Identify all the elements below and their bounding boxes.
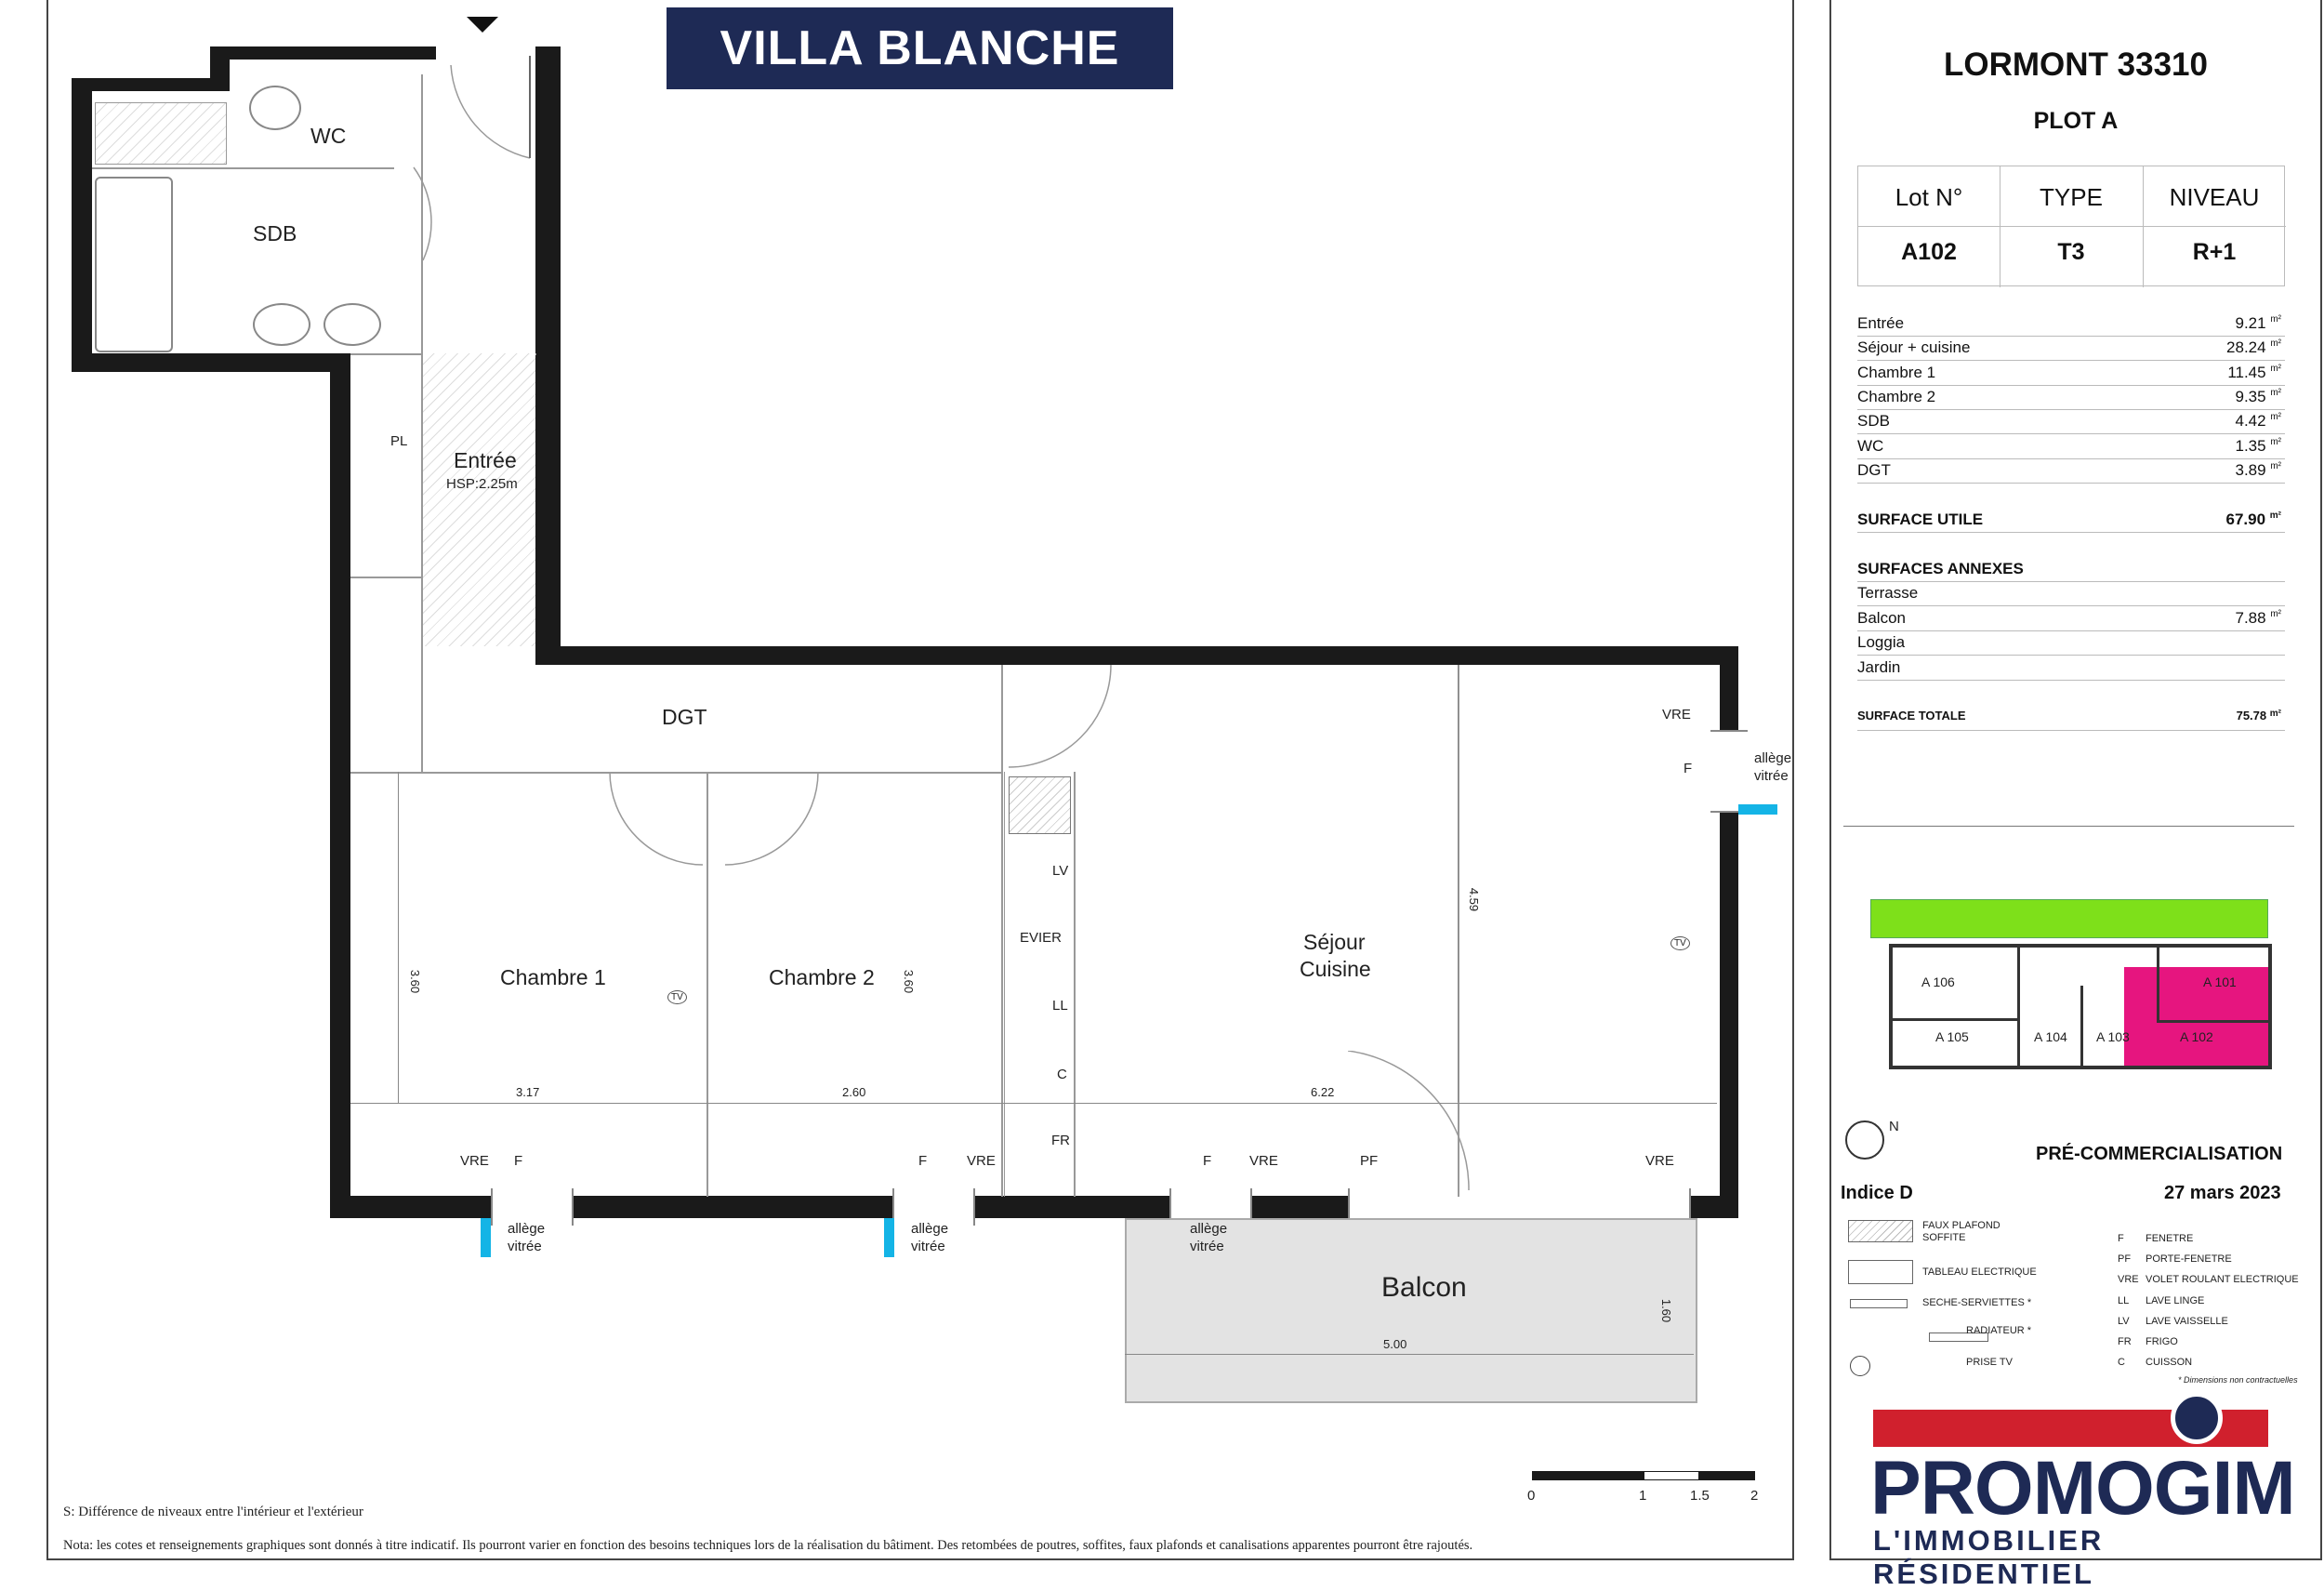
legend-name: PORTE-FENETRE	[2146, 1253, 2232, 1265]
toilet	[249, 86, 301, 130]
key-plan-label: A 101	[2203, 974, 2237, 989]
key-plan-wall	[2157, 1020, 2268, 1023]
surface-utile-row	[1857, 509, 2285, 533]
tv-socket-icon: TV	[1670, 936, 1690, 950]
wall	[535, 646, 1738, 665]
brand-dot-icon	[2171, 1392, 2223, 1444]
allege-line2: vitrée	[508, 1239, 542, 1254]
surface-row	[1857, 386, 2285, 410]
entry-arrow-icon	[467, 17, 498, 33]
project-title: VILLA BLANCHE	[667, 7, 1173, 89]
dimension-label: 5.00	[1383, 1337, 1407, 1351]
label-f: F	[1684, 761, 1693, 776]
label-f: F	[1203, 1153, 1212, 1169]
unit: m²	[2270, 609, 2281, 619]
key-plan-wall	[2080, 986, 2083, 1069]
key-plan-label: A 102	[2180, 1029, 2213, 1044]
wall	[72, 78, 230, 91]
equip-evier: EVIER	[1020, 930, 1063, 946]
unit: m²	[2269, 510, 2281, 521]
precom-label: PRÉ-COMMERCIALISATION	[2036, 1144, 2283, 1164]
dimension-label: 3.60	[902, 969, 917, 994]
equip-fr: FR	[1051, 1133, 1070, 1148]
legend-code: LL	[2118, 1295, 2130, 1306]
annexe-label: Loggia	[1857, 633, 1906, 651]
label-vre: VRE	[1662, 707, 1691, 723]
legend-code: PF	[2118, 1253, 2132, 1265]
north-arrow-icon	[1845, 1120, 1884, 1160]
plot-title: PLOT A	[2033, 108, 2119, 134]
legend-name: LAVE VAISSELLE	[2146, 1316, 2228, 1327]
surface-row	[1857, 312, 2285, 337]
room-label-chambre2: Chambre 2	[769, 965, 875, 989]
value-type: T3	[2057, 239, 2085, 265]
indice-label: Indice D	[1841, 1183, 1913, 1203]
legend-label: RADIATEUR *	[1966, 1325, 2032, 1336]
label-f: F	[918, 1153, 928, 1169]
surface-row	[1857, 410, 2285, 434]
room-label-dgt: DGT	[662, 705, 707, 729]
surface-value	[2236, 461, 2282, 480]
annexe-label: Terrasse	[1857, 584, 1919, 602]
annexe-row	[1857, 607, 2285, 631]
allege-line1: allège	[508, 1221, 546, 1237]
north-label: N	[1889, 1119, 1899, 1134]
scale-tick: 0	[1527, 1488, 1536, 1504]
surface-totale-label: SURFACE TOTALE	[1857, 709, 1966, 723]
surface-utile-value	[2225, 510, 2281, 529]
wall	[72, 353, 350, 372]
label-vre: VRE	[1249, 1153, 1278, 1169]
surface-label: DGT	[1857, 461, 1891, 479]
legend-label: SECHE-SERVIETTES *	[1922, 1297, 2032, 1308]
scale-segment	[1699, 1471, 1755, 1480]
legend-name: FRIGO	[2146, 1336, 2178, 1347]
date-label: 27 mars 2023	[2164, 1183, 2281, 1203]
wall	[330, 353, 350, 1218]
allege-label	[1190, 1220, 1227, 1255]
surface-totale-row	[1857, 707, 2285, 731]
dimension-label: 3.17	[516, 1085, 540, 1099]
header-type: TYPE	[2040, 183, 2103, 211]
doors-entry	[409, 19, 558, 372]
legend-name: VOLET ROULANT ELECTRIQUE	[2146, 1274, 2299, 1285]
label-f: F	[514, 1153, 523, 1169]
legend-label: PRISE TV	[1966, 1357, 2013, 1368]
sink	[253, 303, 310, 346]
glazed-parapet	[481, 1218, 491, 1257]
unit: m²	[2270, 314, 2281, 325]
allege-line2: vitrée	[1190, 1239, 1224, 1254]
surface-label: SDB	[1857, 412, 1890, 430]
wall	[72, 78, 92, 372]
equip-lv: LV	[1052, 863, 1069, 879]
value: 1.35	[2235, 437, 2266, 455]
key-plan-wall	[2017, 944, 2020, 1069]
room-label-cuisine: Cuisine	[1300, 957, 1371, 981]
legend-faux-plafond-icon	[1848, 1220, 1913, 1242]
scale-tick: 2	[1750, 1488, 1759, 1504]
dimension-label: 4.59	[1467, 887, 1482, 912]
unit: m²	[2270, 412, 2281, 422]
annexe-row	[1857, 631, 2285, 656]
room-label-sdb: SDB	[253, 221, 297, 245]
faux-plafond-hatch	[423, 353, 535, 646]
surface-row	[1857, 362, 2285, 386]
dimension-line	[1125, 1354, 1694, 1355]
value-niveau: R+1	[2192, 239, 2237, 265]
surface-value	[2226, 338, 2281, 357]
legend-name: FENETRE	[2146, 1233, 2194, 1244]
brand-tagline: L'IMMOBILIER RÉSIDENTIEL	[1873, 1524, 2105, 1590]
annexes-title: SURFACES ANNEXES	[1857, 560, 2024, 577]
value: 9.21	[2235, 314, 2266, 332]
allege-line2: vitrée	[911, 1239, 945, 1254]
value-lot: A102	[1901, 239, 1957, 265]
dimension-label: 6.22	[1311, 1085, 1335, 1099]
allege-line1: allège	[1754, 750, 1792, 766]
unit: m²	[2270, 461, 2281, 471]
legend-note: * Dimensions non contractuelles	[2178, 1375, 2298, 1385]
allege-line1: allège	[911, 1221, 949, 1237]
scale-segment	[1644, 1471, 1699, 1480]
legend-label: TABLEAU ELECTRIQUE	[1922, 1266, 2037, 1278]
surface-row	[1857, 337, 2285, 361]
annexe-value	[2236, 609, 2282, 628]
tv-socket-icon: TV	[667, 990, 687, 1004]
wall	[210, 46, 436, 60]
doors-bedrooms	[604, 772, 939, 874]
table-divider	[1858, 226, 2286, 227]
dimension-line	[1458, 665, 1459, 1102]
room-label-balcon: Balcon	[1381, 1272, 1467, 1303]
dimension-label: 3.60	[408, 969, 423, 994]
key-plan-wall	[2157, 944, 2159, 1023]
brand-name: PROMOGIM	[1870, 1446, 2295, 1531]
partition	[350, 577, 425, 578]
sink	[324, 303, 381, 346]
key-plan-label: A 106	[1921, 974, 1955, 989]
key-plan-garden	[1870, 899, 2268, 938]
equip-ll: LL	[1052, 998, 1068, 1014]
scale-tick: 1.5	[1690, 1488, 1710, 1504]
surface-value	[2236, 388, 2282, 406]
surface-label: Séjour + cuisine	[1857, 338, 1971, 356]
value: 4.42	[2235, 412, 2266, 430]
surface-utile-label: SURFACE UTILE	[1857, 510, 1984, 528]
unit: m²	[2270, 338, 2281, 349]
scale-segment	[1532, 1471, 1644, 1480]
footnote-nota: Nota: les cotes et renseignements graphiques sont donnés à titre indicatif. Ils pourront varier en fonction des besoins techniques lors de la réalisation du bâtiment. Des retombées de poutres, soffites, faux plafonds et canalisations apparentes pourront être rajoutés.	[63, 1538, 1473, 1553]
window-opening	[1710, 730, 1748, 813]
annexe-label: Jardin	[1857, 658, 1901, 676]
equip-c: C	[1057, 1067, 1067, 1082]
value: 67.90	[2225, 510, 2266, 528]
label-vre: VRE	[967, 1153, 996, 1169]
allege-label	[1754, 749, 1791, 785]
ceiling-height: HSP:2.25m	[446, 476, 518, 492]
surface-label: Chambre 1	[1857, 364, 1936, 381]
key-plan-wall	[1889, 1018, 2019, 1021]
surface-totale-value	[2237, 709, 2281, 723]
dimension-line	[398, 772, 399, 1103]
value: 28.24	[2226, 338, 2266, 356]
dimension-line	[350, 1103, 1717, 1104]
allege-label	[508, 1220, 545, 1255]
value: 7.88	[2235, 609, 2266, 627]
value: 3.89	[2235, 461, 2266, 479]
allege-line2: vitrée	[1754, 768, 1789, 784]
shower-tray	[95, 102, 227, 165]
header-niveau: NIVEAU	[2169, 183, 2260, 211]
legend-towel-icon	[1850, 1299, 1908, 1308]
key-plan-label: A 105	[1935, 1029, 1969, 1044]
partition	[1001, 665, 1003, 1197]
surface-value	[2236, 437, 2282, 456]
glazed-parapet	[1738, 804, 1777, 815]
room-label-sejour: Séjour	[1303, 930, 1366, 954]
legend-code: F	[2118, 1233, 2124, 1244]
legend-name: LAVE LINGE	[2146, 1295, 2205, 1306]
allege-label	[911, 1220, 948, 1255]
surface-row	[1857, 459, 2285, 484]
legend-tv-icon	[1850, 1356, 1870, 1376]
door-balcony	[1348, 1051, 1478, 1200]
label-vre: VRE	[1645, 1153, 1674, 1169]
annexe-row	[1857, 582, 2285, 606]
room-label-chambre1: Chambre 1	[500, 965, 606, 989]
unit: m²	[2270, 388, 2281, 398]
surface-label: WC	[1857, 437, 1884, 455]
annexe-row	[1857, 656, 2285, 681]
unit: m²	[2270, 437, 2281, 447]
surface-value	[2236, 412, 2282, 431]
surface-label: Entrée	[1857, 314, 1905, 332]
annexes-title-row	[1857, 558, 2285, 582]
room-label-wc: WC	[310, 124, 347, 148]
bathtub	[95, 177, 173, 352]
scale-tick: 1	[1639, 1488, 1647, 1504]
surface-row	[1857, 435, 2285, 459]
legend-code: FR	[2118, 1336, 2132, 1347]
surface-value	[2227, 364, 2281, 382]
unit: m²	[2269, 709, 2281, 719]
unit: m²	[2270, 364, 2281, 374]
allege-line1: allège	[1190, 1221, 1228, 1237]
partition	[92, 167, 394, 169]
room-label-pl: PL	[390, 433, 408, 449]
panel-divider	[1843, 826, 2294, 827]
value: 75.78	[2236, 709, 2267, 723]
lot-table	[1857, 166, 2285, 286]
label-vre: VRE	[460, 1153, 489, 1169]
surface-value	[2236, 314, 2282, 333]
legend-name: CUISSON	[2146, 1357, 2193, 1368]
annexe-label: Balcon	[1857, 609, 1906, 627]
city-title: LORMONT 33310	[1944, 46, 2208, 83]
legend-label: SOFFITE	[1922, 1232, 1966, 1243]
legend-code: LV	[2118, 1316, 2130, 1327]
surface-label: Chambre 2	[1857, 388, 1936, 405]
value: 11.45	[2227, 364, 2266, 381]
legend-panel-icon	[1848, 1260, 1913, 1284]
header-lot: Lot N°	[1895, 183, 1963, 211]
key-plan-label: A 104	[2034, 1029, 2067, 1044]
legend-code: C	[2118, 1357, 2125, 1368]
glazed-parapet	[884, 1218, 894, 1257]
dimension-label: 2.60	[842, 1085, 866, 1099]
key-plan-label: A 103	[2096, 1029, 2130, 1044]
room-label-entree: Entrée	[454, 448, 517, 472]
key-plan-lot-a102	[2124, 967, 2268, 1066]
legend-label: FAUX PLAFOND	[1922, 1220, 2000, 1231]
dimension-label: 1.60	[1659, 1298, 1674, 1323]
door-kitchen	[1009, 665, 1129, 786]
label-pf: PF	[1360, 1153, 1379, 1169]
legend-code: VRE	[2118, 1274, 2139, 1285]
value: 9.35	[2235, 388, 2266, 405]
footnote-s: S: Différence de niveaux entre l'intérieur et l'extérieur	[63, 1505, 363, 1519]
